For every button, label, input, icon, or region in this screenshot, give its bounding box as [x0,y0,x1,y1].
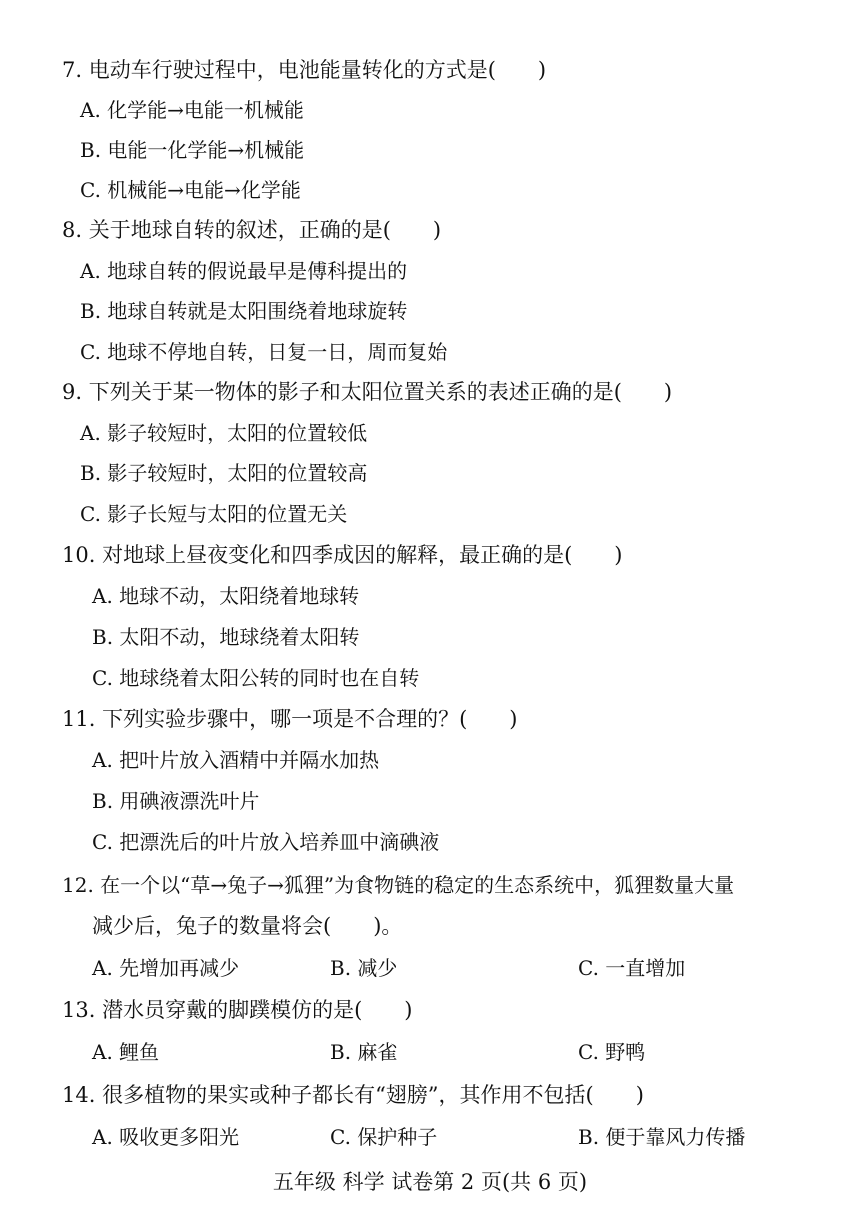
question-8-option-a: A. 地球自转的假说最早是傅科提出的 [80,259,408,283]
question-7-option-c: C. 机械能→电能→化学能 [80,178,301,202]
question-14-option-2: C. 保护种子 [330,1125,438,1149]
question-8-option-b: B. 地球自转就是太阳围绕着地球旋转 [80,299,408,323]
question-12-option-b: B. 减少 [330,956,398,980]
question-10-option-a: A. 地球不动，太阳绕着地球转 [92,584,360,608]
page-footer: 五年级 科学 试卷第 2 页(共 6 页) [272,1170,588,1194]
question-14-stem: 14. 很多植物的果实或种子都长有“翅膀”，其作用不包括( ) [62,1083,644,1107]
question-14-option-1: A. 吸收更多阳光 [92,1125,240,1149]
question-13-option-c: C. 野鸭 [578,1040,646,1064]
question-11-option-b: B. 用碘液漂洗叶片 [92,789,260,813]
question-12-option-a: A. 先增加再减少 [92,956,240,980]
question-8-stem: 8. 关于地球自转的叙述，正确的是( ) [62,218,442,242]
question-9-option-c: C. 影子长短与太阳的位置无关 [80,502,348,526]
question-12-stem-line-2: 减少后，兔子的数量将会( )。 [92,914,403,938]
question-13-stem: 13. 潜水员穿戴的脚蹼模仿的是( ) [62,998,413,1022]
question-7-option-a: A. 化学能→电能一机械能 [80,98,304,122]
question-10-option-c: C. 地球绕着太阳公转的同时也在自转 [92,666,420,690]
question-10-stem: 10. 对地球上昼夜变化和四季成因的解释，最正确的是( ) [62,543,623,567]
question-11-option-a: A. 把叶片放入酒精中并隔水加热 [92,748,380,772]
question-10-option-b: B. 太阳不动，地球绕着太阳转 [92,625,360,649]
question-12-stem-line-1: 12. 在一个以“草→兔子→狐狸”为食物链的稳定的生态系统中，狐狸数量大量 [62,873,735,897]
question-9-stem: 9. 下列关于某一物体的影子和太阳位置关系的表述正确的是( ) [62,380,673,404]
question-11-stem: 11. 下列实验步骤中，哪一项是不合理的？( ) [62,707,518,731]
question-7-stem: 7. 电动车行驶过程中，电池能量转化的方式是( ) [62,58,547,82]
question-11-option-c: C. 把漂洗后的叶片放入培养皿中滴碘液 [92,830,440,854]
question-9-option-a: A. 影子较短时，太阳的位置较低 [80,421,368,445]
question-8-option-c: C. 地球不停地自转，日复一日，周而复始 [80,340,448,364]
question-9-option-b: B. 影子较短时，太阳的位置较高 [80,461,368,485]
question-7-option-b: B. 电能一化学能→机械能 [80,138,305,162]
question-12-option-c: C. 一直增加 [578,956,686,980]
question-14-option-3: B. 便于靠风力传播 [578,1125,746,1149]
question-13-option-b: B. 麻雀 [330,1040,398,1064]
question-13-option-a: A. 鲤鱼 [92,1040,160,1064]
